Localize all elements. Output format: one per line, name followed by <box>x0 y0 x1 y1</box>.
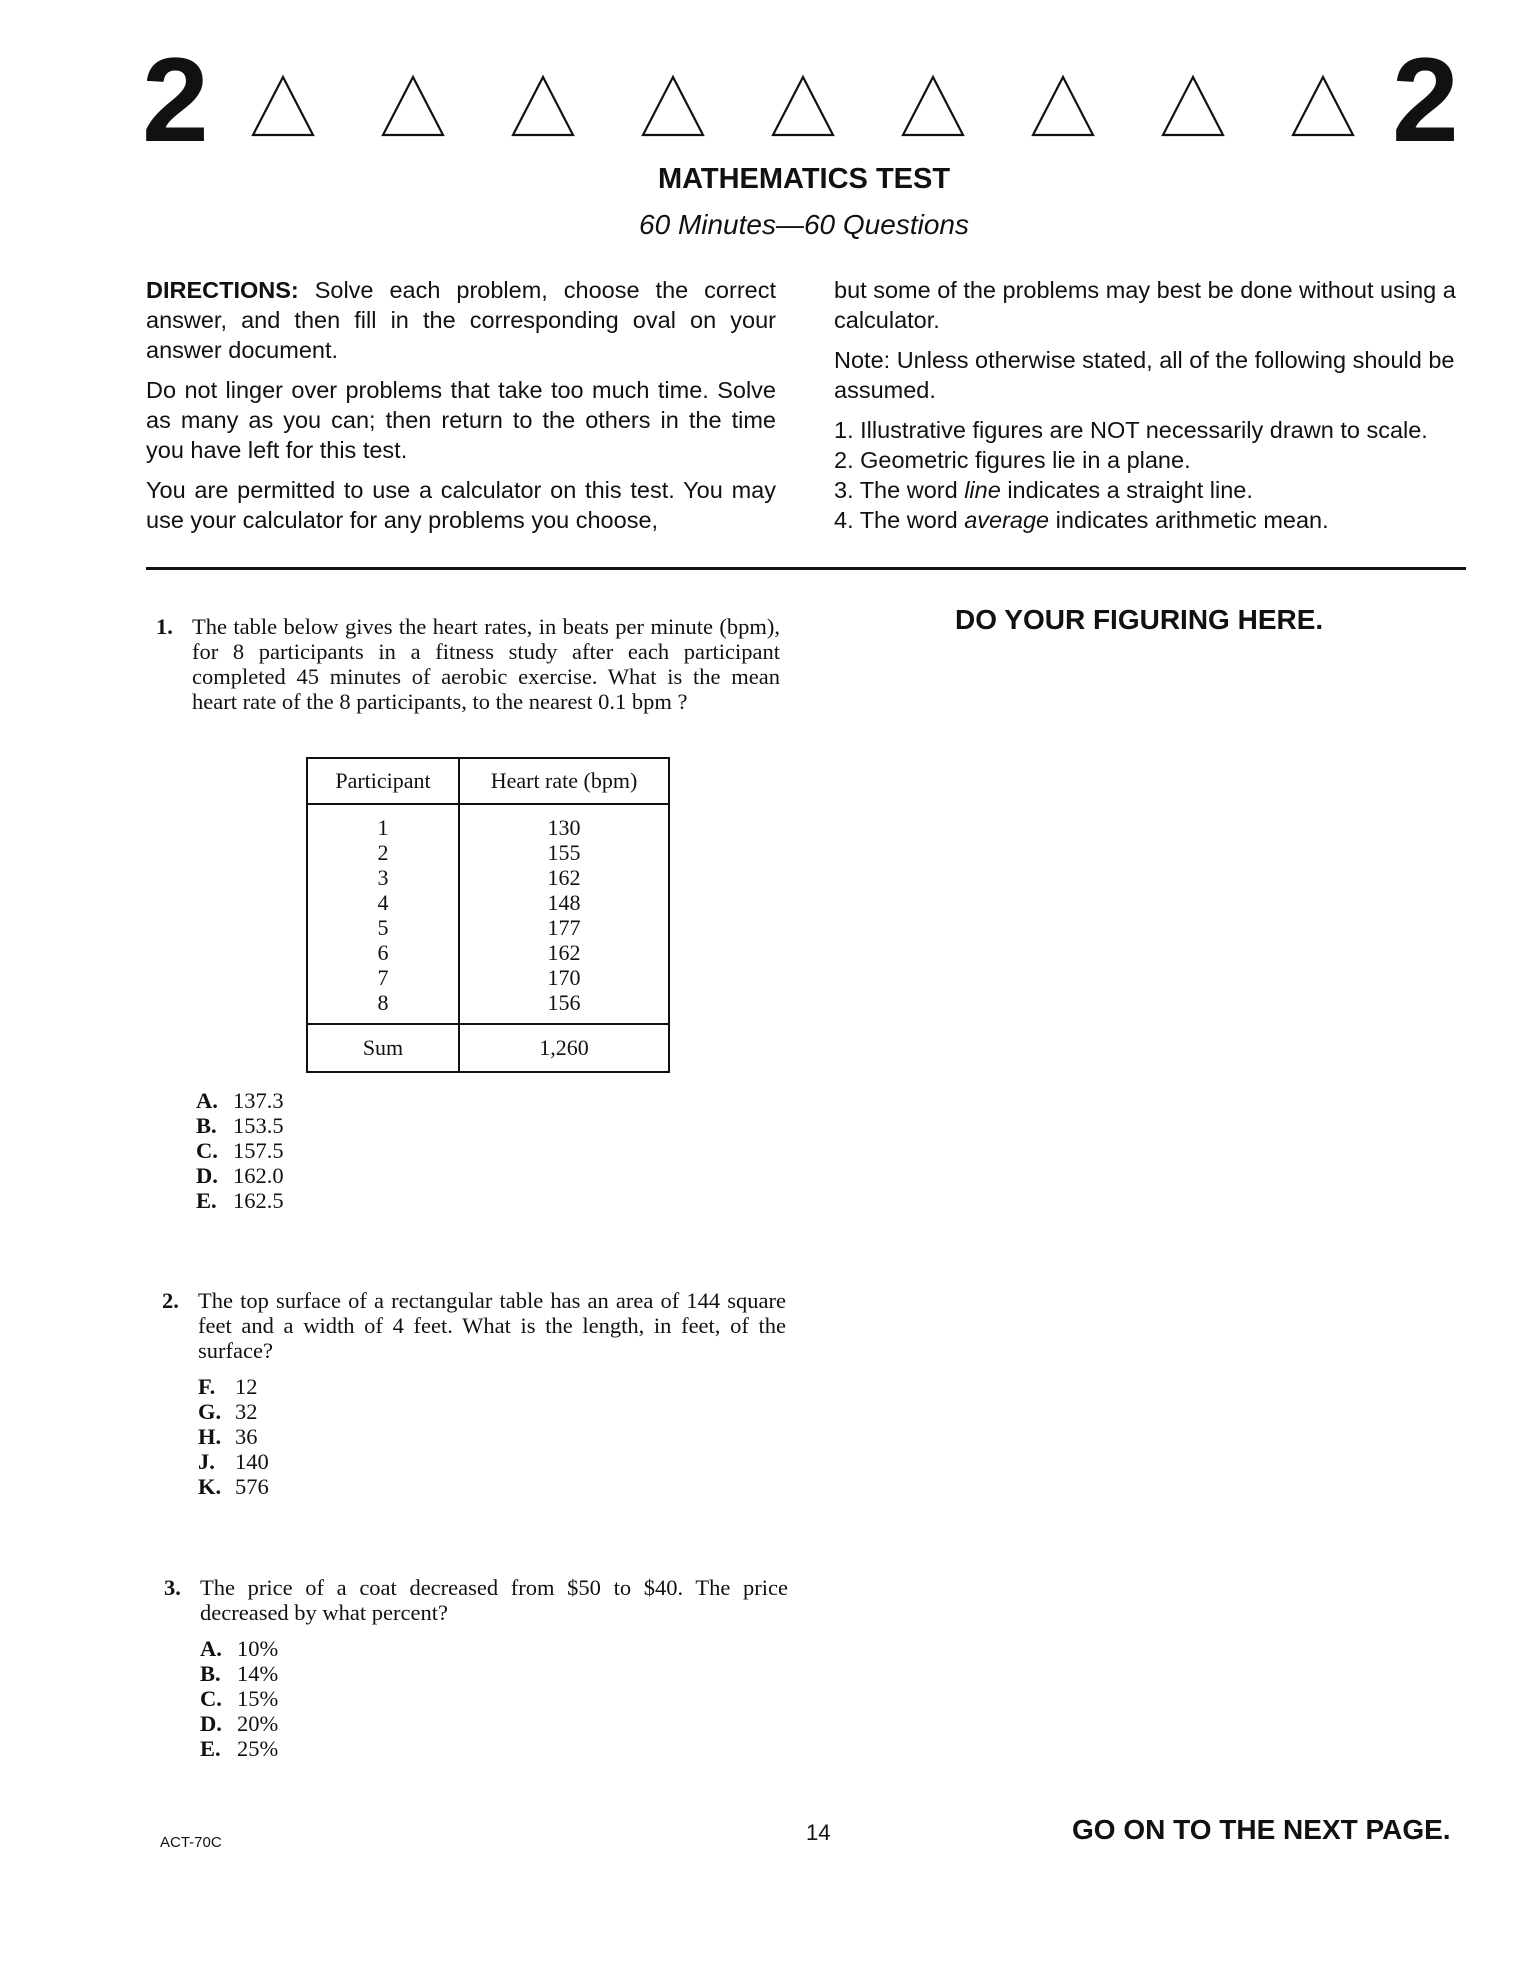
assumption-text: indicates arithmetic mean. <box>1049 507 1329 533</box>
participant-cell: 7 <box>377 965 389 990</box>
figuring-label: DO YOUR FIGURING HERE. <box>955 604 1324 635</box>
assumption-text: indicates a straight line. <box>1000 477 1253 503</box>
choice-text: 14% <box>237 1661 279 1686</box>
directions-left-column <box>146 275 776 545</box>
assumption-text: 4. The word <box>834 507 965 533</box>
triangle-icon <box>380 73 446 139</box>
directions-lead: DIRECTIONS: <box>146 277 299 303</box>
heart-rate-cell: 162 <box>547 940 581 965</box>
answer-choice[interactable] <box>198 1424 269 1449</box>
table-header-heart-rate: Heart rate (bpm) <box>459 758 669 804</box>
assumption-text: 2. Geometric figures lie in a plane. <box>834 447 1191 473</box>
choice-letter: G. <box>198 1399 222 1424</box>
heart-rate-cell: 162 <box>547 865 581 890</box>
section-divider <box>146 567 1466 570</box>
triangle-icon <box>250 73 316 139</box>
answer-choice[interactable] <box>200 1686 278 1711</box>
participant-cell: 5 <box>377 915 389 940</box>
choice-text: 140 <box>235 1449 269 1474</box>
choice-text: 137.3 <box>233 1088 284 1113</box>
sum-value-cell: 1,260 <box>459 1024 669 1072</box>
answer-choice[interactable] <box>196 1113 284 1138</box>
triangle-icon <box>770 73 836 139</box>
answer-choice[interactable] <box>198 1474 269 1499</box>
answer-choice[interactable] <box>200 1661 278 1686</box>
assumptions-list <box>834 415 1474 535</box>
go-on-next-page: GO ON TO THE NEXT PAGE. <box>1072 1814 1451 1845</box>
answer-choice[interactable] <box>198 1399 269 1424</box>
choice-letter: C. <box>200 1686 222 1711</box>
question-stem: The table below gives the heart rates, in beats per minute (bpm), for 8 participants in a fitness study after each participant completed 45 minutes of aerobic exercise. What is the mean heart rate of the 8 participants, to the nearest 0.1 bpm ? <box>192 614 780 714</box>
answer-choice[interactable] <box>196 1188 284 1213</box>
sum-label-cell: Sum <box>307 1024 459 1072</box>
choice-letter: K. <box>198 1474 222 1499</box>
heart-rate-cell: 155 <box>547 840 581 865</box>
choice-letter: F. <box>198 1374 216 1399</box>
choice-text: 12 <box>235 1374 258 1399</box>
choice-text: 36 <box>235 1424 258 1449</box>
choice-text: 162.0 <box>233 1163 284 1188</box>
directions-continuation: but some of the problems may best be done without using a calculator. <box>834 277 1456 333</box>
choice-text: 10% <box>237 1636 279 1661</box>
triangle-icon <box>510 73 576 139</box>
section-number-right: 2 <box>1392 33 1459 167</box>
triangle-icon <box>900 73 966 139</box>
participant-cell: 1 <box>377 815 389 840</box>
directions-paragraph-1 <box>146 275 776 365</box>
form-code: ACT-70C <box>160 1834 222 1851</box>
answer-choice[interactable] <box>200 1636 278 1661</box>
table-header-participant: Participant <box>307 758 459 804</box>
assumption-item <box>834 445 1474 475</box>
heart-rate-cell: 130 <box>547 815 581 840</box>
question-stem: The top surface of a rectangular table has an area of 144 square feet and a width of 4 feet. What is the length, in feet, of the surface? <box>198 1288 786 1363</box>
answer-choice[interactable] <box>196 1138 284 1163</box>
question-2-choices <box>198 1374 269 1499</box>
participant-cell: 8 <box>377 990 389 1015</box>
choice-text: 576 <box>235 1474 269 1499</box>
choice-text: 15% <box>237 1686 279 1711</box>
assumption-item <box>834 475 1474 505</box>
heart-rate-cell: 156 <box>547 990 581 1015</box>
question-number: 1. <box>156 614 173 639</box>
heart-rate-table <box>306 757 670 1073</box>
choice-letter: E. <box>200 1736 221 1761</box>
assumption-item <box>834 415 1474 445</box>
participant-cell: 2 <box>377 840 389 865</box>
choice-text: 157.5 <box>233 1138 284 1163</box>
question-number: 3. <box>164 1575 181 1600</box>
page-number: 14 <box>806 1820 831 1845</box>
test-subtitle: 60 Minutes—60 Questions <box>639 209 969 240</box>
choice-letter: B. <box>200 1661 221 1686</box>
choice-text: 20% <box>237 1711 279 1736</box>
section-number-left: 2 <box>142 33 209 167</box>
question-number: 2. <box>162 1288 179 1313</box>
choice-letter: J. <box>198 1449 215 1474</box>
triangle-icon <box>1290 73 1356 139</box>
choice-letter: A. <box>200 1636 222 1661</box>
test-title: MATHEMATICS TEST <box>657 163 951 195</box>
question-1-choices <box>196 1088 284 1213</box>
choice-letter: A. <box>196 1088 218 1113</box>
participant-cell: 3 <box>377 865 389 890</box>
answer-choice[interactable] <box>200 1736 278 1761</box>
answer-choice[interactable] <box>200 1711 278 1736</box>
choice-letter: B. <box>196 1113 217 1138</box>
directions-text: Solve each problem, choose the correct answer, and then fill in the corresponding oval on your answer document. <box>146 277 776 363</box>
choice-letter: C. <box>196 1138 218 1163</box>
assumption-term: average <box>964 507 1050 533</box>
heart-rate-cell: 148 <box>547 890 581 915</box>
choice-letter: H. <box>198 1424 222 1449</box>
participant-column <box>307 804 459 1024</box>
heart-rate-cell: 177 <box>547 915 581 940</box>
assumption-term: line <box>964 477 1001 503</box>
choice-text: 25% <box>237 1736 279 1761</box>
participant-cell: 6 <box>377 940 389 965</box>
triangle-row <box>250 73 1370 143</box>
directions-paragraph-3: You are permitted to use a calculator on this test. You may use your calculator for any problems you choose, <box>146 477 776 533</box>
triangle-icon <box>640 73 706 139</box>
answer-choice[interactable] <box>198 1449 269 1474</box>
assumption-item <box>834 505 1474 535</box>
answer-choice[interactable] <box>196 1163 284 1188</box>
directions-right-column <box>834 275 1474 535</box>
participant-cell: 4 <box>377 890 389 915</box>
heart-rate-cell: 170 <box>547 965 581 990</box>
heart-rate-column <box>459 804 669 1024</box>
triangle-icon <box>1030 73 1096 139</box>
choice-text: 32 <box>235 1399 258 1424</box>
choice-letter: E. <box>196 1188 217 1213</box>
choice-text: 153.5 <box>233 1113 284 1138</box>
directions-note: Note: Unless otherwise stated, all of the following should be assumed. <box>834 347 1455 403</box>
answer-choice[interactable] <box>198 1374 269 1399</box>
question-3-choices <box>200 1636 278 1761</box>
choice-letter: D. <box>196 1163 218 1188</box>
assumption-text: 1. Illustrative figures are NOT necessarily drawn to scale. <box>834 417 1428 443</box>
directions-paragraph-2: Do not linger over problems that take too much time. Solve as many as you can; then return to the others in the time you have left for this test. <box>146 377 776 463</box>
answer-choice[interactable] <box>196 1088 284 1113</box>
choice-letter: D. <box>200 1711 222 1736</box>
triangle-icon <box>1160 73 1226 139</box>
question-stem: The price of a coat decreased from $50 to $40. The price decreased by what percent? <box>200 1575 788 1625</box>
choice-text: 162.5 <box>233 1188 284 1213</box>
assumption-text: 3. The word <box>834 477 965 503</box>
